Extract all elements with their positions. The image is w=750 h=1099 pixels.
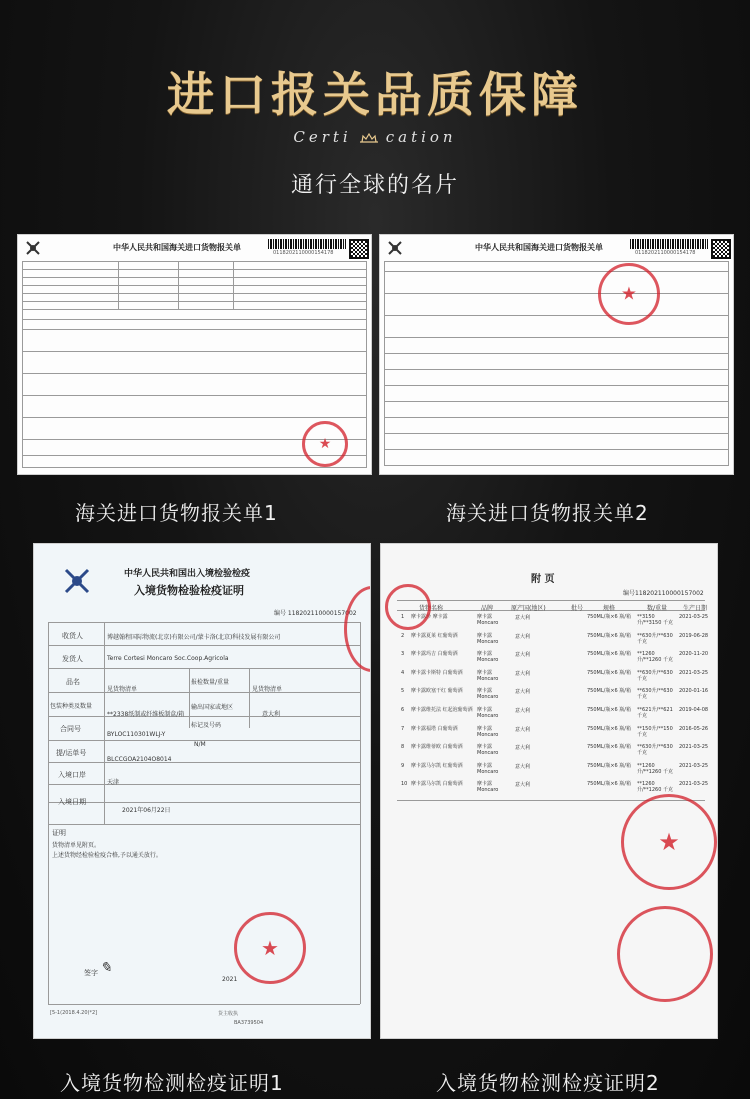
row-name: 摩卡露马尔凯 红葡萄酒 [411, 762, 463, 769]
row-qty: **1260升/**1260 千克 [637, 651, 673, 664]
row-name: 摩卡露玛吉 白葡萄酒 [411, 651, 458, 658]
row-spec: 750ML/瓶×6 瓶/箱 [587, 614, 631, 620]
row-brand: 摩卡露 Moncaro [477, 744, 499, 757]
row-qty: **630升/**630 千克 [637, 688, 673, 701]
company-stamp [385, 584, 431, 630]
row-date: 2021-03-25 [679, 614, 709, 620]
row-spec: 750ML/瓶×6 瓶/箱 [587, 781, 631, 788]
barcode-number: 0118202110000154178 [635, 250, 696, 256]
value-quantity: 见货物清单 [252, 686, 283, 693]
row-number: 2 [401, 632, 405, 639]
value-product: 见货物清单 [107, 686, 138, 693]
row-date: 2021-03-25 [679, 781, 709, 788]
customs-emblem-icon [386, 239, 404, 257]
col-origin: 原产国(地区) [511, 605, 546, 612]
caption-doc-3: 入境货物检测检疫证明1 [60, 1071, 284, 1095]
row-origin: 意大利 [515, 633, 531, 640]
row-brand: 摩卡露 Moncaro [477, 781, 499, 794]
row-number: 10 [401, 781, 408, 788]
row-name: 摩卡露夏莱 红葡萄酒 [411, 632, 458, 639]
qr-code [711, 239, 731, 259]
value-consignor: Terre Cortesi Moncaro Soc.Coop.Agricola [107, 655, 229, 662]
row-name: 摩卡露欧塞干红 葡萄酒 [411, 688, 463, 695]
col-batch: 批号 [571, 605, 584, 612]
doc-heading-top: 中华人民共和国出入境检验检疫 [124, 569, 251, 579]
row-spec: 750ML/瓶×6 瓶/箱 [587, 725, 631, 732]
doc-heading-main: 入境货物检验检疫证明 [134, 584, 244, 597]
doc-heading: 附 页 [531, 574, 555, 585]
row-origin: 意大利 [515, 615, 531, 621]
col-name: 货物名称 [419, 605, 444, 612]
serial-number: 编号118202110000157002 [623, 590, 704, 597]
row-number: 7 [401, 725, 405, 732]
row-spec: 750ML/瓶×6 瓶/箱 [587, 669, 631, 676]
row-origin: 意大利 [515, 782, 531, 789]
official-stamp: ★ [598, 263, 660, 325]
row-brand: 摩卡露 Moncaro [477, 707, 499, 719]
caption-doc-4: 入境货物检测检疫证明2 [436, 1071, 660, 1095]
inspection-certificate-2 [380, 543, 718, 1039]
header [0, 0, 750, 210]
row-spec: 750ML/瓶×6 瓶/箱 [587, 707, 631, 713]
row-spec: 750ML/瓶×6 瓶/箱 [587, 651, 631, 658]
row-date: 2016-05-26 [679, 725, 709, 732]
value-marks: N/M [194, 741, 206, 748]
note-line-2: 上述货物经检验检疫合格,予以通关放行。 [52, 852, 162, 859]
barcode [268, 239, 346, 249]
row-name: 摩卡露福塔 白葡萄酒 [411, 725, 458, 732]
row-name: 摩卡露珍 摩卡露 [411, 614, 448, 620]
row-date: 2021-03-25 [679, 744, 709, 751]
row-name: 摩卡露维蒂欧 白葡萄酒 [411, 744, 463, 751]
caption-doc-1: 海关进口货物报关单1 [75, 501, 278, 525]
row-date: 2019-04-08 [679, 707, 709, 713]
label-marks: 标记及号码 [191, 722, 222, 729]
col-qty: 数/重量 [647, 605, 668, 612]
page-subtitle: 通行全球的名片 [290, 173, 459, 198]
form-code: [5-1(2018.4.20)*2] [50, 1010, 98, 1016]
customs-declaration-1 [17, 234, 372, 475]
caption-doc-2: 海关进口货物报关单2 [446, 501, 649, 525]
row-qty: **630升/**630 千克 [637, 669, 673, 682]
row-number: 1 [401, 614, 405, 620]
qr-code [349, 239, 369, 259]
label-bill: 提/运单号 [56, 749, 87, 757]
col-brand: 品牌 [481, 605, 494, 612]
row-spec: 750ML/瓶×6 瓶/箱 [587, 632, 631, 639]
row-origin: 意大利 [515, 670, 531, 677]
row-qty: **150升/**150 千克 [637, 725, 673, 738]
row-origin: 意大利 [515, 652, 531, 659]
official-stamp: ★ [621, 794, 717, 890]
customs-declaration-2 [379, 234, 734, 475]
official-stamp-2 [617, 906, 713, 1002]
row-brand: 摩卡露 Moncaro [477, 669, 499, 682]
label-certificate: 证明 [52, 829, 66, 837]
label-entry-date: 入境日期 [58, 798, 86, 806]
inspection-emblem-icon [62, 566, 92, 596]
row-origin: 意大利 [515, 745, 531, 752]
inspection-certificate-1 [33, 543, 371, 1039]
barcode [630, 239, 708, 249]
company-stamp [344, 586, 371, 672]
col-date: 生产日期 [683, 605, 708, 612]
label-entry-port: 入境口岸 [58, 771, 86, 779]
value-origin: 意大利 [262, 711, 281, 718]
label-contract: 合同号 [60, 725, 81, 733]
value-entry-port: 天津 [107, 779, 120, 786]
row-date: 2020-01-16 [679, 688, 709, 695]
row-spec: 750ML/瓶×6 瓶/箱 [587, 744, 631, 751]
value-package: **2338纸制或纤维板制盒/箱 [107, 711, 185, 718]
label-consignor: 发货人 [62, 655, 83, 663]
row-number: 8 [401, 744, 405, 751]
row-spec: 750ML/瓶×6 瓶/箱 [587, 688, 631, 695]
row-date: 2020-11-20 [679, 651, 709, 658]
date-year: 2021 [222, 976, 238, 983]
crest-icon [358, 132, 380, 144]
row-brand: 摩卡露 Moncaro [477, 688, 499, 701]
row-number: 5 [401, 688, 405, 695]
page-title: 进口报关品质保障 [167, 68, 583, 123]
row-number: 9 [401, 762, 405, 769]
row-qty: **630升/**630 千克 [637, 744, 673, 757]
barcode-number: 0118202110000154178 [273, 250, 334, 256]
official-stamp: ★ [234, 912, 306, 984]
row-origin: 意大利 [515, 689, 531, 696]
doc-heading: 中华人民共和国海关进口货物报关单 [113, 243, 241, 252]
value-consignee: 博越翰程国际物流(北京)有限公司/蒙卡洛(北京)科技发展有限公司 [107, 634, 281, 641]
row-number: 4 [401, 669, 405, 676]
subtitle-en-right: cation [385, 128, 457, 146]
row-qty: **630升/**630 千克 [637, 632, 673, 645]
holder-note: 货主收执 [218, 1011, 239, 1017]
row-brand: 摩卡露 Moncaro [477, 632, 499, 645]
note-line-1: 货物清单见附页。 [52, 842, 101, 849]
row-qty: **621升/**621 千克 [637, 707, 673, 719]
row-brand: 摩卡露 Moncaro [477, 762, 499, 775]
row-number: 6 [401, 707, 405, 713]
row-qty: **3150升/**3150 千克 [637, 614, 673, 626]
row-date: 2021-03-25 [679, 669, 709, 676]
row-qty: **1260升/**1260 千克 [637, 781, 673, 794]
row-number: 3 [401, 651, 405, 658]
row-brand: 摩卡露 Moncaro [477, 651, 499, 664]
label-quantity: 报检数量/重量 [191, 679, 230, 686]
value-entry-date: 2021年06月22日 [122, 807, 171, 814]
row-name: 摩卡露马尔凯 白葡萄酒 [411, 781, 463, 788]
subtitle-en [0, 128, 750, 146]
value-contract: BYLOC110301WLJ-Y [107, 731, 166, 738]
row-date: 2021-03-25 [679, 762, 709, 769]
row-origin: 意大利 [515, 708, 531, 714]
row-origin: 意大利 [515, 763, 531, 770]
label-product: 品名 [66, 678, 80, 686]
row-brand: 摩卡露 Moncaro [477, 725, 499, 738]
row-name: 摩卡露维托法 红起泡葡萄酒 [411, 707, 473, 713]
subtitle-en-left: Certi [293, 128, 352, 146]
label-origin: 输出国家或地区 [191, 704, 234, 711]
label-consignee: 收货人 [62, 632, 83, 640]
label-signature: 签字 [84, 969, 98, 977]
row-origin: 意大利 [515, 726, 531, 733]
customs-emblem-icon [24, 239, 42, 257]
value-bill: BLCCGOA2104O8014 [107, 756, 172, 763]
row-brand: 摩卡露 Moncaro [477, 614, 499, 626]
row-date: 2019-06-28 [679, 632, 709, 639]
footer-code: BA3739504 [234, 1020, 264, 1026]
row-spec: 750ML/瓶×6 瓶/箱 [587, 762, 631, 769]
label-package: 包装种类及数量 [50, 703, 93, 710]
row-name: 摩卡露卡斯特 白葡萄酒 [411, 669, 463, 676]
col-spec: 规格 [603, 605, 616, 612]
official-stamp: ★ [302, 421, 348, 467]
serial-number: 编号 118202110000157002 [274, 610, 357, 617]
row-qty: **1260升/**1260 千克 [637, 762, 673, 775]
signature-mark-icon: ✎ [100, 960, 112, 976]
doc-heading: 中华人民共和国海关进口货物报关单 [475, 243, 603, 252]
